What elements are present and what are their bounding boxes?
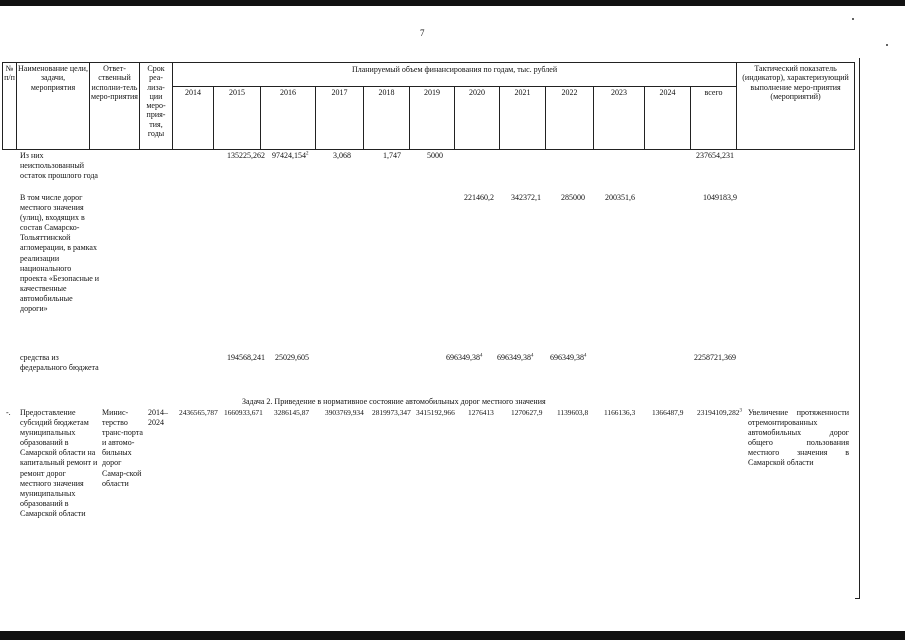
funding-table-header [2, 62, 855, 150]
header-year: 2021 [500, 87, 546, 150]
row-unused-total: 237654,231 [696, 151, 734, 160]
header-indicator: Тактический показатель (индикатор), характеризующий выполнение меро-приятия (мероприятий) [737, 63, 855, 150]
header-year: 2014 [173, 87, 214, 150]
header-term: Срок реа-лиза-ции меро-прия-тия, годы [140, 63, 173, 150]
row-roads-2023: 200351,6 [605, 193, 635, 202]
row-federal-label: средства из федерального бюджета [20, 353, 99, 373]
header-year: 2024 [645, 87, 691, 150]
row-roads-label: В том числе дорог местного значения (улиц), входящих в состав Самарско-Тольяттинской агломерации, в рамках реализации национального проекта «Безопасные и качественные автомобильные дороги» [20, 193, 100, 314]
row-federal-2016: 25029,605 [275, 353, 309, 362]
measure-2023: 1166136,3 [604, 408, 636, 417]
header-year: 2020 [455, 87, 500, 150]
page-number: 7 [420, 28, 425, 38]
header-year: 2017 [316, 87, 364, 150]
measure-2021: 1270627,9 [511, 408, 543, 417]
row-unused-2016: 97424,154$^2$ [272, 151, 309, 160]
header-num: № п/п [3, 63, 17, 150]
row-unused-2017: 3,068 [333, 151, 351, 160]
measure-responsible: Минис-терство транс-порта и автомо-бильных дорог Самар-ской области [102, 408, 143, 488]
row-roads-total: 1049183,9 [703, 193, 737, 202]
measure-2024: 1366487,9 [652, 408, 684, 417]
measure-2018: 2819973,347 [372, 408, 411, 417]
row-federal-2015: 194568,241 [227, 353, 265, 362]
table-right-edge [859, 58, 860, 598]
header-funding-title: Планируемый объем финансирования по годам, тыс. рублей [173, 63, 737, 87]
measure-2017: 3903769,934 [325, 408, 364, 417]
measure-2014: 2436565,787 [179, 408, 218, 417]
row-federal-total: 2258721,369 [694, 353, 736, 362]
row-roads-2020: 221460,2 [464, 193, 494, 202]
measure-2020: 1276413 [468, 408, 494, 417]
header-total: всего [691, 87, 737, 150]
header-responsible: Ответ-ственный исполни-тель меро-приятия [90, 63, 140, 150]
row-unused-2018: 1,747 [383, 151, 401, 160]
header-name: Наименование цели, задачи, мероприятия [17, 63, 90, 150]
row-roads-2021: 342372,1 [511, 193, 541, 202]
measure-indicator: Увеличение протяженности отремонтированных автомобильных дорог общего пользования местного значения в Самарской области [748, 408, 849, 468]
scan-speck [886, 44, 888, 46]
header-year: 2023 [594, 87, 645, 150]
row-federal-2021: 696349,38$^4$ [497, 353, 534, 362]
measure-name: Предоставление субсидий бюджетам муниципальных образований в Самарской области на капитальный ремонт и ремонт дорог местного значения муниципальных образований в Самарской области [20, 408, 98, 518]
scan-speck [852, 18, 854, 20]
top-border [0, 0, 905, 6]
header-year: 2018 [364, 87, 410, 150]
task2-heading: Задача 2. Приведение в нормативное состояние автомобильных дорог местного значения [242, 397, 546, 406]
measure-2022: 1139603,8 [557, 408, 589, 417]
table-corner-mark [855, 598, 860, 599]
header-year: 2022 [546, 87, 594, 150]
row-unused-label: Из них неиспользованный остаток прошлого года [20, 151, 98, 181]
header-year: 2015 [214, 87, 261, 150]
row-federal-2020: 696349,38$^4$ [446, 353, 483, 362]
measure-term: 2014– 2024 [148, 408, 168, 428]
measure-total: 23194109,282$^3$ [697, 408, 742, 417]
row-unused-2019: 5000 [427, 151, 443, 160]
header-year: 2016 [261, 87, 316, 150]
measure-num: -. [6, 408, 11, 417]
measure-2019: 3415192,966 [416, 408, 455, 417]
header-year: 2019 [410, 87, 455, 150]
row-unused-2015: 135225,262 [227, 151, 265, 160]
measure-2015: 1660933,671 [224, 408, 263, 417]
measure-2016: 3286145,87 [274, 408, 310, 417]
row-roads-2022: 285000 [561, 193, 585, 202]
row-federal-2022: 696349,38$^4$ [550, 353, 587, 362]
bottom-border [0, 631, 905, 640]
